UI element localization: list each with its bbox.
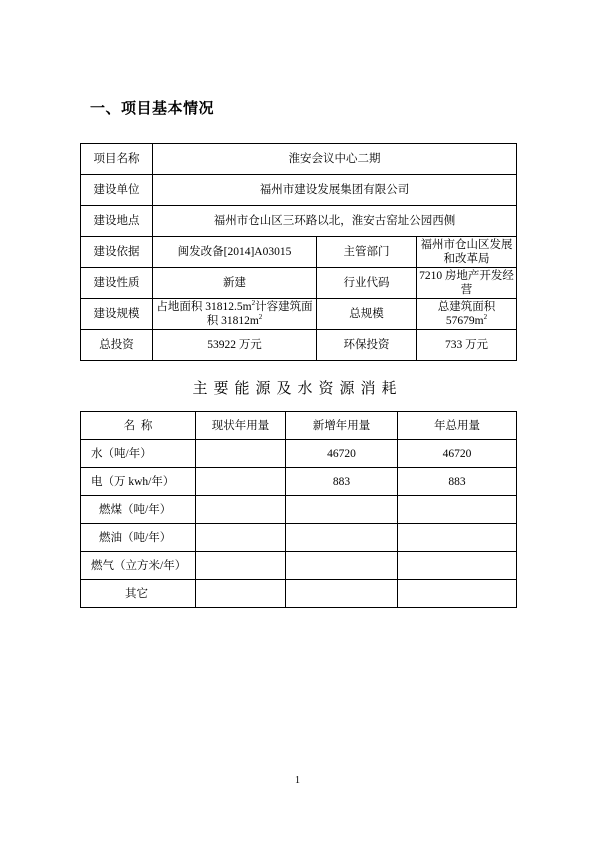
table-row [81,330,517,361]
column-header: 现状年用量 [196,412,286,440]
label-cell: 项目名称 [81,144,153,175]
label-cell: 总规模 [317,299,417,330]
table-row [81,440,517,468]
total-value [398,580,517,608]
table-header-row [81,412,517,440]
current-value [196,496,286,524]
label-cell: 行业代码 [317,268,417,299]
authority-value: 福州市仓山区发展和改革局 [417,237,517,268]
row-name: 电（万 kwh/年） [81,468,196,496]
current-value [196,440,286,468]
table-row [81,496,517,524]
scale-text-part1: 占地面积 31812.5m [156,301,252,313]
scale-text-part2: 计容建筑面积 31812m [206,301,313,327]
column-header: 名 称 [81,412,196,440]
table-row [81,268,517,299]
industry-code-value: 7210 房地产开发经营 [417,268,517,299]
section-heading: 一、项目基本情况 [90,99,215,117]
label-cell: 建设地点 [81,206,153,237]
row-name: 水（吨/年） [81,440,196,468]
nature-value: 新建 [153,268,317,299]
project-info-table [80,143,517,361]
row-name: 燃煤（吨/年） [81,496,196,524]
current-value [196,468,286,496]
superscript: 2 [258,313,263,322]
table-row [81,206,517,237]
row-name: 其它 [81,580,196,608]
new-value [286,552,398,580]
label-cell: 总投资 [81,330,153,361]
scale-value [153,299,317,330]
superscript: 2 [251,299,256,308]
new-value: 883 [286,468,398,496]
energy-table-title: 主要能源及水资源消耗 [192,379,403,397]
column-header: 新增年用量 [286,412,398,440]
new-value [286,524,398,552]
current-value [196,524,286,552]
total-value: 883 [398,468,517,496]
label-cell: 建设单位 [81,175,153,206]
basis-value: 闽发改备[2014]A03015 [153,237,317,268]
table-row [81,299,517,330]
total-value: 46720 [398,440,517,468]
label-cell: 建设性质 [81,268,153,299]
column-header: 年总用量 [398,412,517,440]
table-row [81,237,517,268]
env-investment-value: 733 万元 [417,330,517,361]
total-scale-value [417,299,517,330]
total-scale-text: 总建筑面积 57679m [437,301,496,327]
total-value [398,552,517,580]
new-value [286,580,398,608]
new-value [286,496,398,524]
project-name-value: 淮安会议中心二期 [153,144,517,175]
energy-consumption-table [80,411,517,608]
new-value: 46720 [286,440,398,468]
label-cell: 建设依据 [81,237,153,268]
superscript: 2 [483,313,488,322]
current-value [196,580,286,608]
site-value: 福州市仓山区三环路以北，淮安古窑址公园西侧 [153,206,517,237]
table-row [81,175,517,206]
table-row [81,468,517,496]
page-number: 1 [295,775,300,786]
total-value [398,524,517,552]
row-name: 燃气（立方米/年） [81,552,196,580]
label-cell: 环保投资 [317,330,417,361]
label-cell: 主管部门 [317,237,417,268]
investment-value: 53922 万元 [153,330,317,361]
label-cell: 建设规模 [81,299,153,330]
table-row [81,552,517,580]
total-value [398,496,517,524]
table-row [81,580,517,608]
builder-value: 福州市建设发展集团有限公司 [153,175,517,206]
current-value [196,552,286,580]
row-name: 燃油（吨/年） [81,524,196,552]
table-row [81,524,517,552]
table-row [81,144,517,175]
